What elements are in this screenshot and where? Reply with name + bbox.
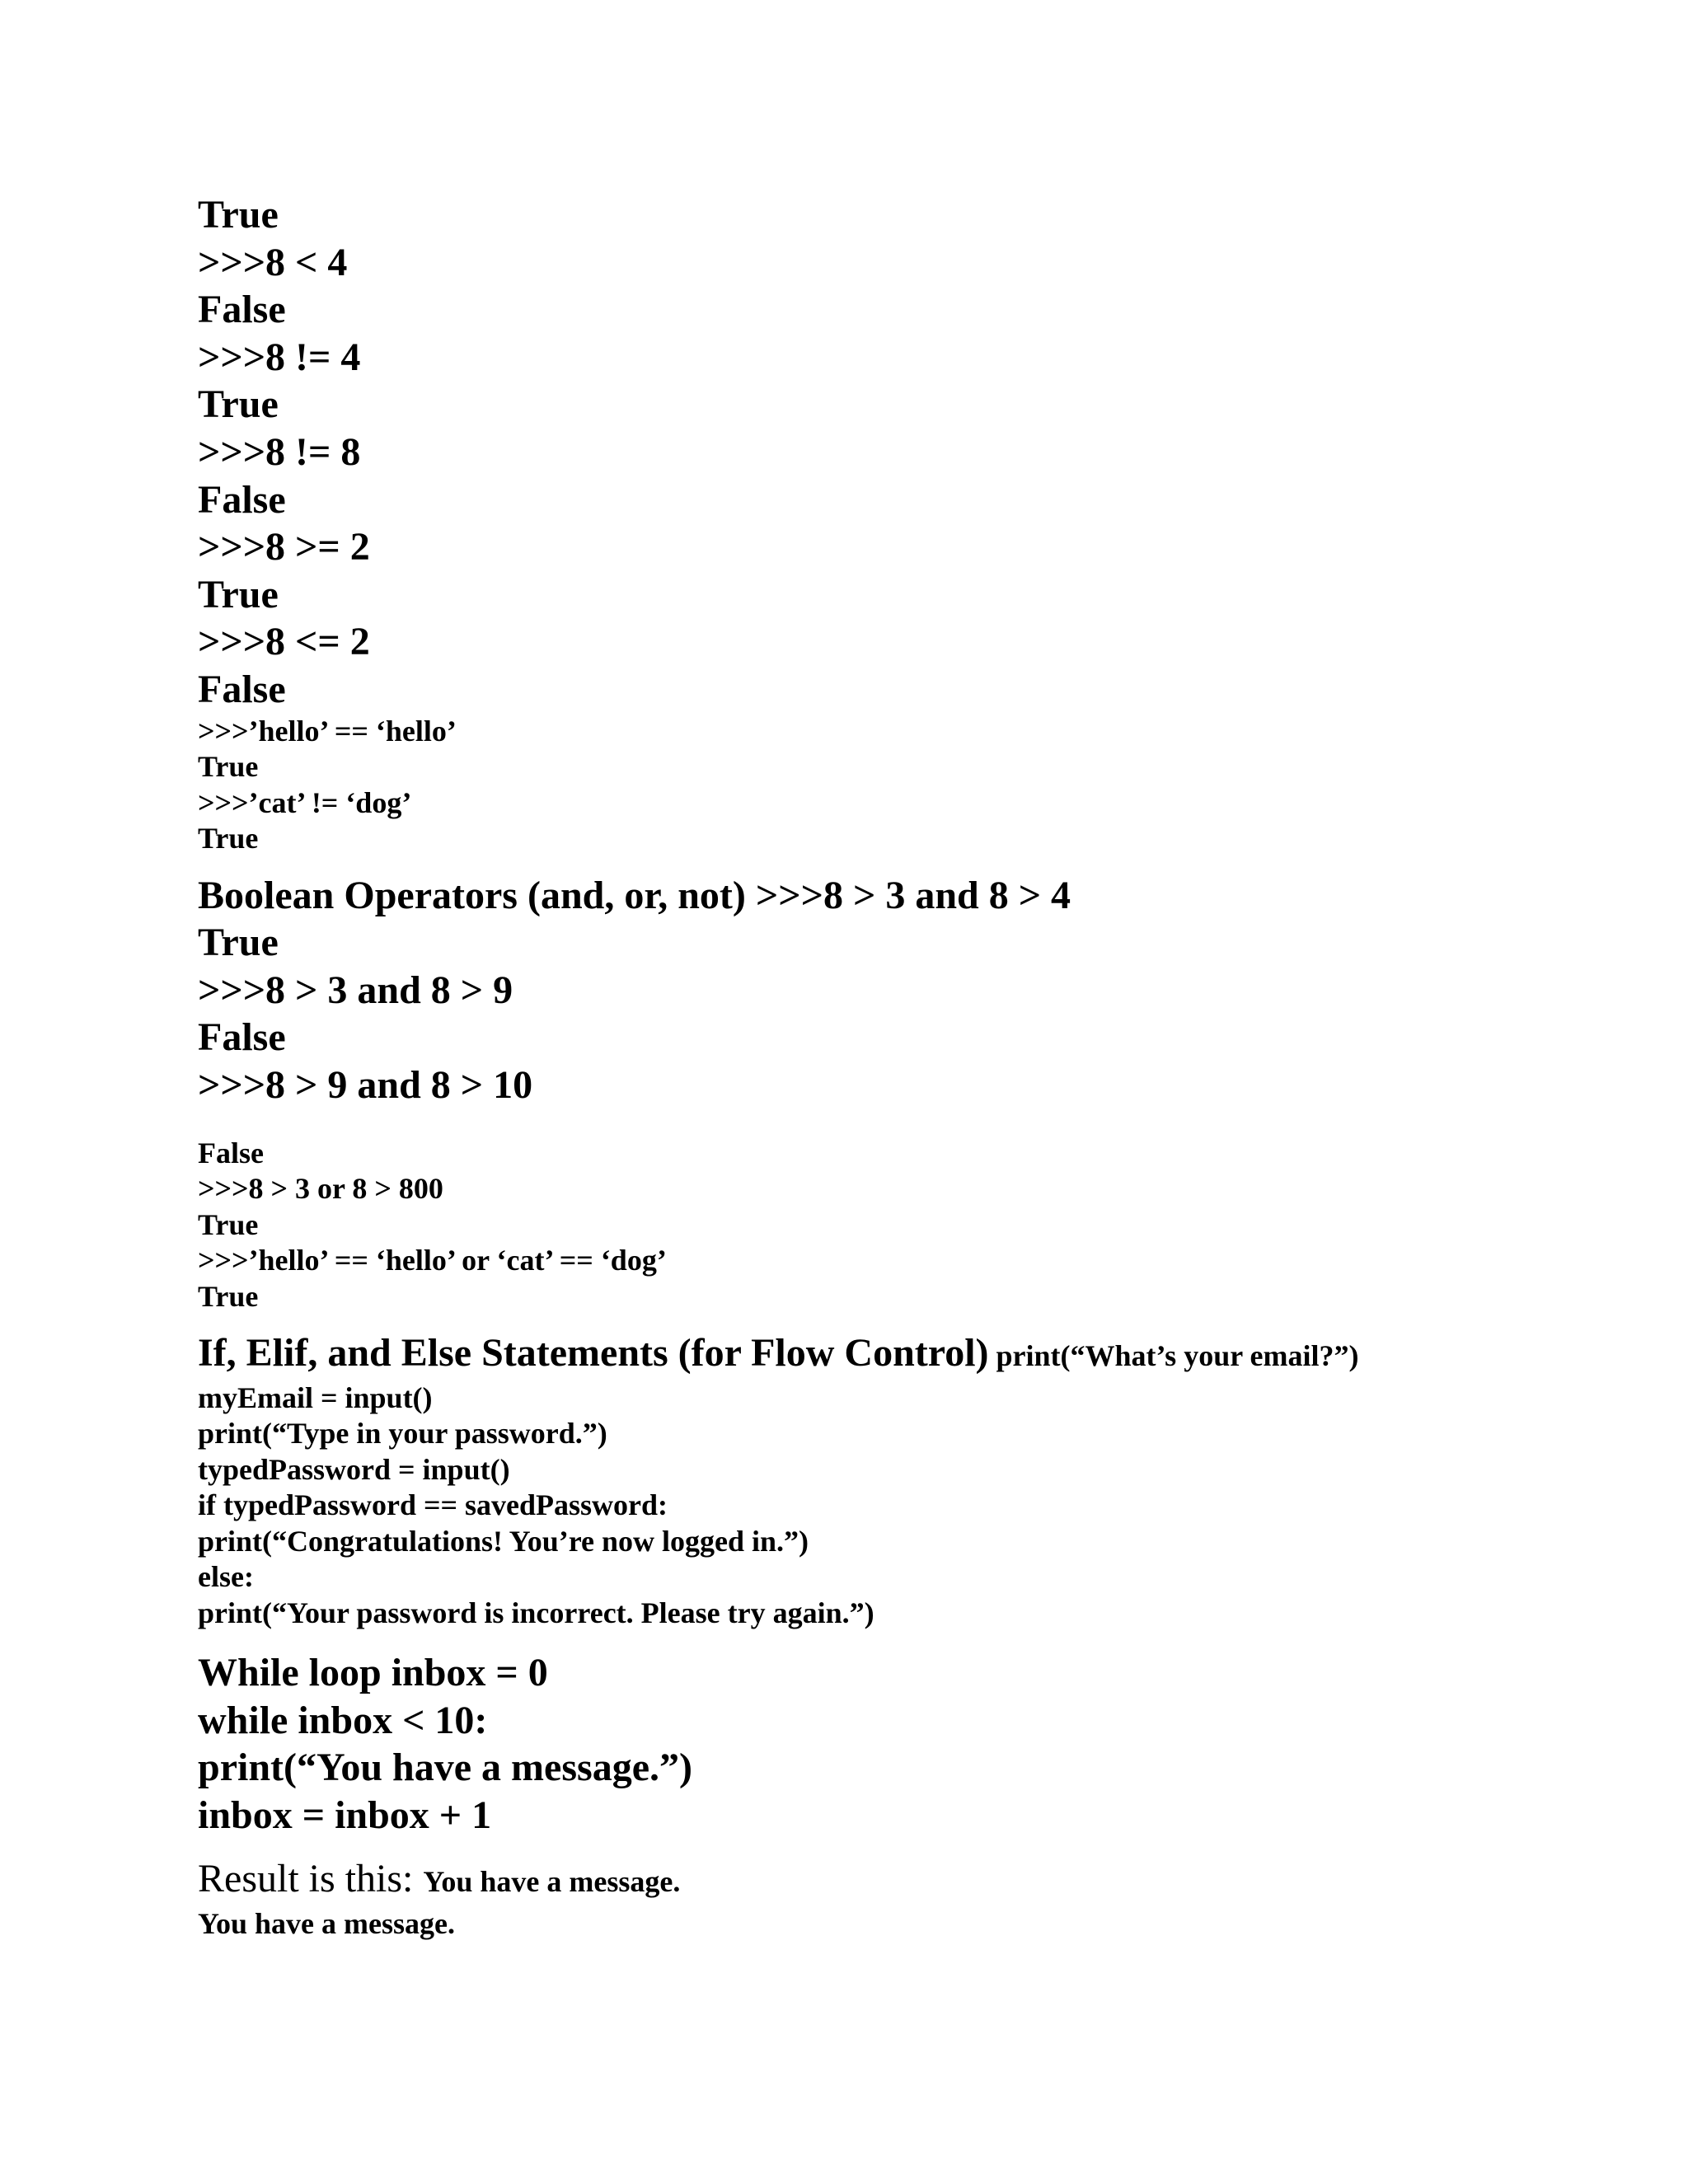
comparison-line: False [198, 288, 286, 332]
while-loop-heading-title: While loop [198, 1651, 382, 1695]
comparison-line: >>>8 < 4 [198, 240, 348, 284]
while-loop-line: inbox = inbox + 1 [198, 1793, 492, 1837]
boolean-heading-code: >>>8 > 3 and 8 > 4 [745, 873, 1071, 917]
comparison-line: True [198, 193, 279, 237]
while-loop-heading [198, 1649, 1599, 1697]
flow-control-line: print(“Type in your password.”) [198, 1417, 607, 1451]
while-loop-line: print(“You have a message.”) [198, 1746, 692, 1790]
result-section [198, 1855, 1599, 1942]
boolean-line: False [198, 1015, 286, 1060]
result-output: You have a message. [423, 1865, 681, 1899]
boolean-small-line: False [198, 1136, 264, 1169]
boolean-heading-title: Boolean Operators (and, or, not) [198, 873, 746, 917]
comparison-line: False [198, 477, 286, 522]
while-loop-section [198, 1649, 1599, 1839]
result-output-line: You have a message. [198, 1907, 455, 1941]
flow-control-heading-title: If, Elif, and Else Statements (for Flow Control) [198, 1331, 989, 1375]
flow-control-heading-code: print(“What’s your email?”) [988, 1339, 1359, 1372]
string-comparison-block [198, 714, 1599, 857]
boolean-section [198, 872, 1599, 1109]
string-comparison-line: >>>’hello’ == ‘hello’ [198, 714, 457, 748]
boolean-small-line: True [198, 1207, 259, 1241]
comparison-block [198, 191, 1599, 714]
boolean-heading [198, 872, 1599, 920]
comparison-line: >>>8 != 4 [198, 335, 361, 379]
comparison-line: False [198, 667, 286, 711]
string-comparison-line: >>>’cat’ != ‘dog’ [198, 785, 412, 819]
string-comparison-line: True [198, 750, 259, 784]
comparison-line: >>>8 != 8 [198, 429, 361, 474]
while-loop-heading-code: inbox = 0 [381, 1651, 548, 1695]
flow-control-line: else: [198, 1560, 254, 1594]
comparison-line: >>>8 >= 2 [198, 525, 370, 569]
flow-control-heading [198, 1329, 1599, 1380]
boolean-small-line: >>>’hello’ == ‘hello’ or ‘cat’ == ‘dog’ [198, 1244, 667, 1277]
flow-control-section [198, 1329, 1599, 1631]
flow-control-line: print(“Congratulations! You’re now logged in.”) [198, 1524, 809, 1558]
flow-control-line: myEmail = input() [198, 1380, 433, 1414]
boolean-small-line: >>>8 > 3 or 8 > 800 [198, 1172, 443, 1205]
flow-control-line: typedPassword = input() [198, 1452, 510, 1486]
result-first-line [198, 1855, 1599, 1906]
comparison-line: True [198, 572, 279, 616]
boolean-small-block [198, 1136, 1599, 1315]
boolean-line: True [198, 921, 279, 965]
result-label: Result is this: [198, 1857, 424, 1901]
string-comparison-line: True [198, 822, 259, 855]
while-loop-line: while inbox < 10: [198, 1698, 488, 1742]
comparison-line: >>>8 <= 2 [198, 620, 370, 664]
flow-control-line: print(“Your password is incorrect. Please try again.”) [198, 1596, 874, 1629]
document-page [198, 191, 1599, 1943]
comparison-line: True [198, 382, 279, 427]
flow-control-line: if typedPassword == savedPassword: [198, 1488, 668, 1522]
boolean-line: >>>8 > 9 and 8 > 10 [198, 1062, 533, 1107]
boolean-small-line: True [198, 1279, 259, 1313]
boolean-line: >>>8 > 3 and 8 > 9 [198, 968, 513, 1012]
